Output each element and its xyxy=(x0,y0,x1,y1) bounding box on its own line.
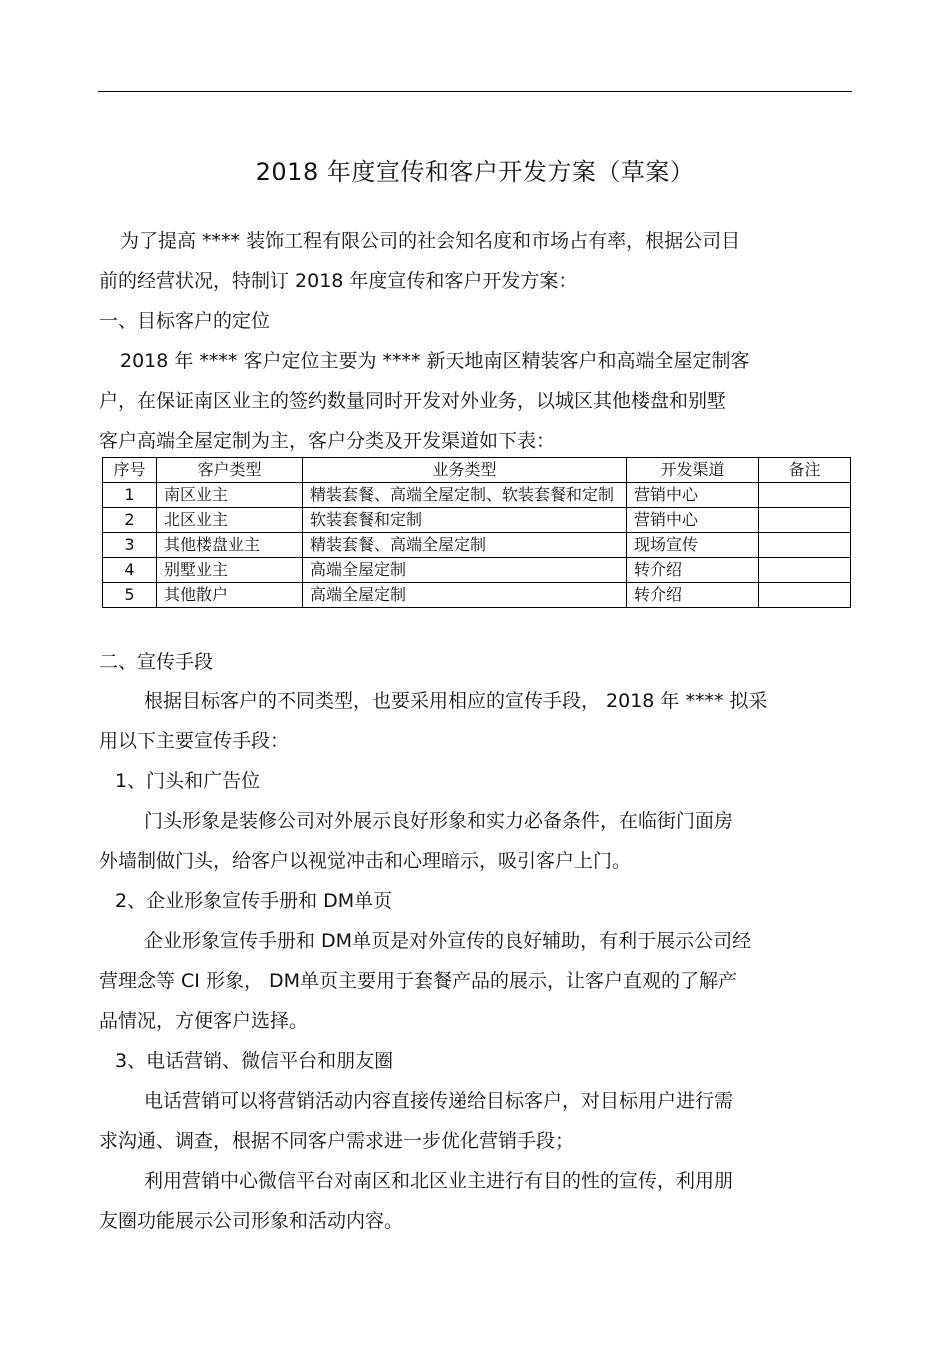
item-2-line-1: 企业形象宣传手册和 DM单页是对外宣传的良好辅助，有利于展示公司经 xyxy=(144,930,752,952)
item-1-line-1: 门头形象是装修公司对外展示良好形象和实力必备条件，在临街门面房 xyxy=(144,810,734,832)
item-1-line-2: 外墙制做门头，给客户以视觉冲击和心理暗示，吸引客户上门。 xyxy=(99,850,632,872)
cell-seq: 3 xyxy=(103,533,157,558)
section-2-line-1: 根据目标客户的不同类型，也要采用相应的宣传手段， 2018 年 **** 拟采 xyxy=(144,690,768,712)
header-customer-type: 客户类型 xyxy=(157,458,303,483)
cell-customer-type: 南区业主 xyxy=(157,483,303,508)
item-2-line-3: 品情况，方便客户选择。 xyxy=(99,1010,309,1032)
cell-channel: 转介绍 xyxy=(627,583,759,608)
table-row xyxy=(103,533,851,558)
header-rule xyxy=(98,91,852,92)
cell-remarks xyxy=(759,533,851,558)
document-title: 2018 年度宣传和客户开发方案（草案） xyxy=(255,158,695,186)
item-1-heading: 1、门头和广告位 xyxy=(115,770,261,792)
cell-seq: 2 xyxy=(103,508,157,533)
cell-business-type: 软装套餐和定制 xyxy=(303,508,627,533)
cell-channel: 营销中心 xyxy=(627,483,759,508)
cell-remarks xyxy=(759,558,851,583)
section-1-heading: 一、目标客户的定位 xyxy=(99,310,271,332)
item-3-line-4: 友圈功能展示公司形象和活动内容。 xyxy=(99,1210,404,1232)
customer-table xyxy=(102,457,851,608)
table-header-row xyxy=(103,458,851,483)
item-2-heading: 2、企业形象宣传手册和 DM单页 xyxy=(115,890,393,912)
table-row xyxy=(103,583,851,608)
intro-line-1: 为了提高 **** 装饰工程有限公司的社会知名度和市场占有率，根据公司目 xyxy=(120,230,741,252)
cell-seq: 1 xyxy=(103,483,157,508)
cell-business-type: 高端全屋定制 xyxy=(303,583,627,608)
cell-customer-type: 别墅业主 xyxy=(157,558,303,583)
section-1-line-2: 户，在保证南区业主的签约数量同时开发对外业务，以城区其他楼盘和别墅 xyxy=(99,390,727,412)
cell-remarks xyxy=(759,483,851,508)
table-row xyxy=(103,558,851,583)
intro-line-2: 前的经营状况，特制订 2018 年度宣传和客户开发方案： xyxy=(99,270,578,292)
section-2-line-2: 用以下主要宣传手段： xyxy=(99,730,290,752)
item-3-line-1: 电话营销可以将营销活动内容直接传递给目标客户，对目标用户进行需 xyxy=(144,1090,734,1112)
table-row xyxy=(103,508,851,533)
cell-seq: 5 xyxy=(103,583,157,608)
item-3-line-2: 求沟通、调查，根据不同客户需求进一步优化营销手段； xyxy=(99,1130,575,1152)
cell-channel: 营销中心 xyxy=(627,508,759,533)
cell-business-type: 精装套餐、高端全屋定制 xyxy=(303,533,627,558)
header-channel: 开发渠道 xyxy=(627,458,759,483)
section-1-line-3: 客户高端全屋定制为主，客户分类及开发渠道如下表： xyxy=(99,430,556,452)
cell-business-type: 精装套餐、高端全屋定制、软装套餐和定制 xyxy=(303,483,627,508)
item-2-line-2: 营理念等 CI 形象， DM单页主要用于套餐产品的展示，让客户直观的了解产 xyxy=(99,970,738,992)
cell-customer-type: 北区业主 xyxy=(157,508,303,533)
cell-business-type: 高端全屋定制 xyxy=(303,558,627,583)
section-2-heading: 二、宣传手段 xyxy=(99,651,214,673)
item-3-heading: 3、电话营销、微信平台和朋友圈 xyxy=(115,1050,394,1072)
header-business-type: 业务类型 xyxy=(303,458,627,483)
item-3-line-3: 利用营销中心微信平台对南区和北区业主进行有目的性的宣传，利用朋 xyxy=(144,1170,734,1192)
header-remarks: 备注 xyxy=(759,458,851,483)
cell-seq: 4 xyxy=(103,558,157,583)
cell-remarks xyxy=(759,508,851,533)
section-1-line-1: 2018 年 **** 客户定位主要为 **** 新天地南区精装客户和高端全屋定制客 xyxy=(120,350,750,372)
cell-customer-type: 其他散户 xyxy=(157,583,303,608)
cell-customer-type: 其他楼盘业主 xyxy=(157,533,303,558)
cell-channel: 转介绍 xyxy=(627,558,759,583)
table-row xyxy=(103,483,851,508)
cell-channel: 现场宣传 xyxy=(627,533,759,558)
header-seq: 序号 xyxy=(103,458,157,483)
cell-remarks xyxy=(759,583,851,608)
